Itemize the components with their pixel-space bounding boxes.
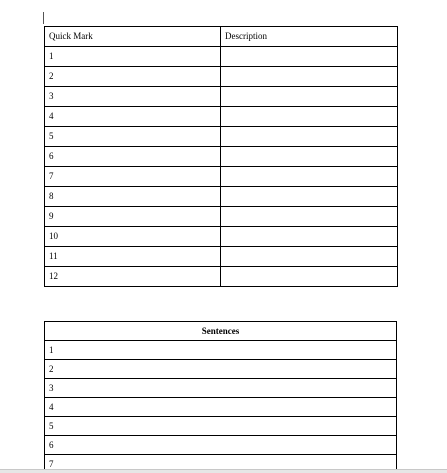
table-row bbox=[45, 207, 398, 227]
quick-mark-cell[interactable]: 9 bbox=[45, 207, 221, 227]
table-row bbox=[45, 379, 397, 398]
quick-mark-cell[interactable]: 12 bbox=[45, 267, 221, 287]
description-cell[interactable] bbox=[221, 187, 398, 207]
sentence-cell[interactable]: 3 bbox=[45, 379, 397, 398]
table-header-row bbox=[45, 322, 397, 341]
table-header-row bbox=[45, 27, 398, 47]
sentence-cell[interactable]: 7 bbox=[45, 455, 397, 470]
table-row bbox=[45, 127, 398, 147]
sentence-cell[interactable]: 4 bbox=[45, 398, 397, 417]
table-row bbox=[45, 87, 398, 107]
table-row bbox=[45, 455, 397, 470]
table-row bbox=[45, 47, 398, 67]
sentences-table bbox=[44, 321, 397, 469]
description-cell[interactable] bbox=[221, 227, 398, 247]
description-cell[interactable] bbox=[221, 247, 398, 267]
table-row bbox=[45, 187, 398, 207]
table-row bbox=[45, 67, 398, 87]
description-cell[interactable] bbox=[221, 167, 398, 187]
sentence-cell[interactable]: 1 bbox=[45, 341, 397, 360]
description-cell[interactable] bbox=[221, 127, 398, 147]
description-header[interactable]: Description bbox=[221, 27, 398, 47]
table-row bbox=[45, 247, 398, 267]
description-cell[interactable] bbox=[221, 87, 398, 107]
quick-mark-cell[interactable]: 2 bbox=[45, 67, 221, 87]
sentence-cell[interactable]: 5 bbox=[45, 417, 397, 436]
table-row bbox=[45, 417, 397, 436]
table-row bbox=[45, 167, 398, 187]
sentence-cell[interactable]: 6 bbox=[45, 436, 397, 455]
quick-mark-cell[interactable]: 3 bbox=[45, 87, 221, 107]
quick-mark-cell[interactable]: 6 bbox=[45, 147, 221, 167]
table-row bbox=[45, 398, 397, 417]
quick-mark-cell[interactable]: 11 bbox=[45, 247, 221, 267]
description-cell[interactable] bbox=[221, 47, 398, 67]
quick-mark-cell[interactable]: 5 bbox=[45, 127, 221, 147]
description-cell[interactable] bbox=[221, 67, 398, 87]
sentence-cell[interactable]: 2 bbox=[45, 360, 397, 379]
quick-mark-cell[interactable]: 8 bbox=[45, 187, 221, 207]
table-row bbox=[45, 227, 398, 247]
quick-mark-cell[interactable]: 1 bbox=[45, 47, 221, 67]
table-row bbox=[45, 107, 398, 127]
page-bottom-edge bbox=[0, 469, 447, 473]
description-cell[interactable] bbox=[221, 207, 398, 227]
quick-mark-cell[interactable]: 4 bbox=[45, 107, 221, 127]
text-cursor bbox=[43, 12, 44, 24]
quick-mark-cell[interactable]: 7 bbox=[45, 167, 221, 187]
table-row bbox=[45, 436, 397, 455]
description-cell[interactable] bbox=[221, 107, 398, 127]
table-row bbox=[45, 147, 398, 167]
quick-marks-table bbox=[44, 26, 398, 287]
table-row bbox=[45, 267, 398, 287]
description-cell[interactable] bbox=[221, 147, 398, 167]
sentences-header[interactable]: Sentences bbox=[45, 322, 397, 341]
description-cell[interactable] bbox=[221, 267, 398, 287]
quick-mark-cell[interactable]: 10 bbox=[45, 227, 221, 247]
table-row bbox=[45, 360, 397, 379]
table-row bbox=[45, 341, 397, 360]
quick-mark-header[interactable]: Quick Mark bbox=[45, 27, 221, 47]
